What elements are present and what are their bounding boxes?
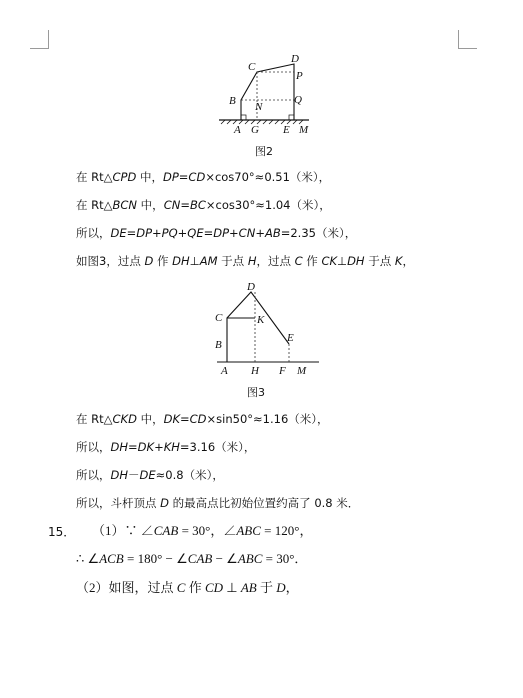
crop-mark-top-left [30, 30, 49, 49]
text-line-8: 所以，斗杆顶点 D 的最高点比初始位置约高了 0.8 米． [76, 496, 360, 510]
label-g: G [251, 124, 259, 136]
crop-mark-top-right [458, 30, 477, 49]
label-d: D [291, 53, 299, 65]
text-line-5: 在 Rt△CKD 中，DK=CD×sin50°≈1.16（米）， [76, 412, 329, 426]
label-f: F [279, 365, 286, 377]
label-a: A [234, 124, 241, 136]
figure-3-caption: 图3 [247, 386, 265, 399]
figure-2-caption: 图2 [255, 145, 273, 158]
right-angle-mark-a [241, 115, 246, 120]
q15-part-2: （2）如图，过点 C 作 CD ⊥ AB 于 D， [76, 580, 299, 595]
figure-2-diagram [215, 52, 325, 142]
text-line-3: 所以，DE=DP+PQ+QE=DP+CN+AB=2.35（米）， [76, 226, 357, 240]
label-p: P [296, 70, 303, 82]
figure-3-diagram [205, 278, 325, 378]
label-m: M [297, 365, 307, 377]
label-b: B [229, 95, 236, 107]
question-number: 15． [48, 525, 76, 539]
label-a: A [221, 365, 228, 377]
label-n: N [255, 101, 263, 113]
label-b: B [215, 339, 222, 351]
q15-part-1: （1）∵ ∠CAB = 30°，∠ABC = 120°， [92, 523, 313, 538]
text-line-2: 在 Rt△BCN 中，CN=BC×cos30°≈1.04（米）， [76, 198, 331, 212]
label-c: C [248, 61, 256, 73]
excavator-outline [227, 292, 289, 362]
right-angle-mark-e [289, 115, 294, 120]
text-line-1: 在 Rt△CPD 中，DP=CD×cos70°≈0.51（米）， [76, 170, 331, 184]
label-q: Q [294, 94, 302, 106]
q15-part-1-conclusion: ∴ ∠ACB = 180° − ∠CAB − ∠ABC = 30°． [76, 551, 308, 566]
text-line-6: 所以，DH=DK+KH=3.16（米）， [76, 440, 256, 454]
figure-2 [215, 52, 325, 142]
figure-3 [205, 278, 325, 378]
label-e: E [287, 332, 294, 344]
label-d: D [247, 281, 255, 293]
label-k: K [257, 314, 265, 326]
label-m: M [299, 124, 309, 136]
label-e: E [283, 124, 290, 136]
label-h: H [251, 365, 259, 377]
text-line-7: 所以，DH－DE≈0.8（米）， [76, 468, 224, 482]
label-c: C [215, 312, 223, 324]
text-line-4: 如图3，过点 D 作 DH⊥AM 于点 H，过点 C 作 CK⊥DH 于点 K， [76, 254, 414, 268]
